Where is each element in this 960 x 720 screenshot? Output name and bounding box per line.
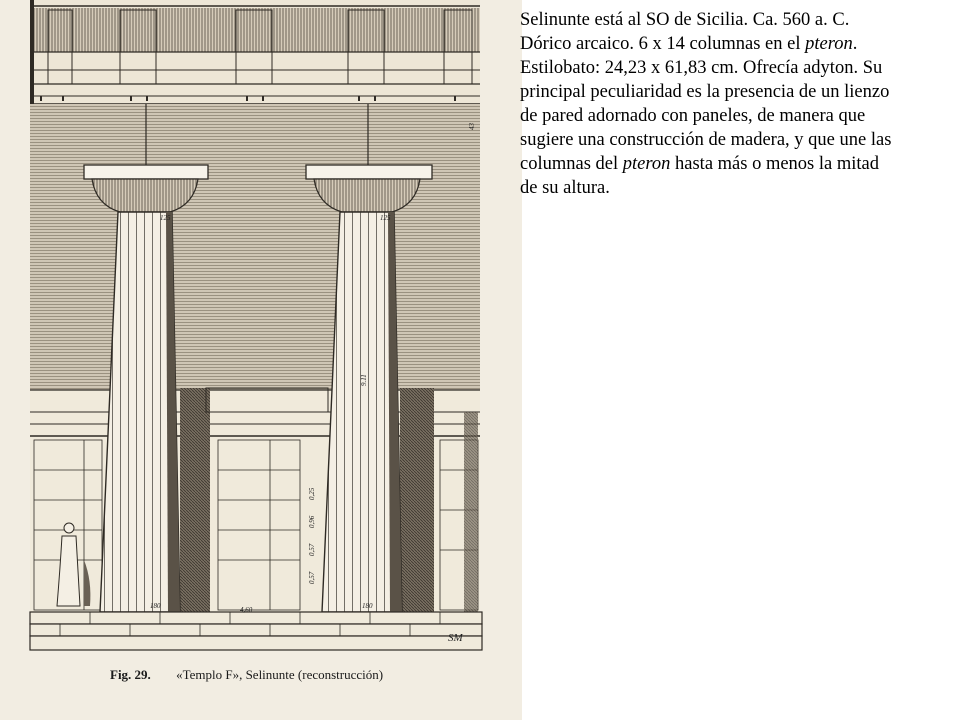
description-line	[520, 152, 956, 176]
description-run: de pared adornado con paneles, de manera que	[520, 106, 866, 126]
description-text	[520, 8, 956, 200]
description-run: Selinunte está al SO de Sicilia. Ca. 560 a. C.	[520, 10, 850, 30]
description-line	[520, 56, 956, 80]
dim-wall-d: 0,57	[308, 571, 316, 584]
cella-wall-hatching	[30, 104, 480, 390]
description-run: hasta más o menos la mitad	[670, 154, 879, 174]
dim-col2-top: 125	[380, 214, 391, 222]
figure-caption	[110, 667, 510, 683]
stylobate-steps	[30, 612, 482, 650]
description-line	[520, 8, 956, 32]
dim-base: 4,60	[240, 606, 253, 614]
description-italic-term: pteron	[805, 34, 853, 54]
dim-side: 43	[468, 123, 476, 130]
description-run: Estilobato: 24,23 x 61,83 cm. Ofrecía adyton. Su	[520, 58, 883, 78]
description-line	[520, 32, 956, 56]
dim-wall-a: 0,25	[308, 487, 316, 500]
dim-wall-c: 0,57	[308, 543, 316, 556]
dim-wall-b: 0,96	[308, 515, 316, 528]
description-line	[520, 80, 956, 104]
figure-title: «Templo F», Selinunte (reconstrucción)	[176, 667, 384, 682]
dim-col2-mid: 9.11	[360, 374, 368, 386]
description-run: .	[852, 34, 858, 54]
description-run: Dórico arcaico. 6 x 14 columnas en el	[520, 34, 806, 54]
description-run: columnas del	[520, 154, 623, 174]
description-italic-term: pteron	[622, 154, 671, 174]
description-run: sugiere una construcción de madera, y que une las	[520, 130, 892, 150]
description-run: de su altura.	[520, 178, 610, 198]
entablature	[30, 0, 480, 104]
description-line	[520, 104, 956, 128]
dim-col2-bottom: 180	[362, 602, 373, 610]
lower-wall-panels	[30, 388, 480, 612]
dim-col1-bottom: 180	[150, 602, 161, 610]
figure-number: Fig. 29.	[110, 667, 151, 682]
description-line	[520, 128, 956, 152]
description-line	[520, 176, 956, 200]
artist-initials: SM	[448, 632, 463, 644]
description-run: principal peculiaridad es la presencia de un lienzo	[520, 82, 890, 102]
dim-col1-top: 125	[160, 214, 171, 222]
